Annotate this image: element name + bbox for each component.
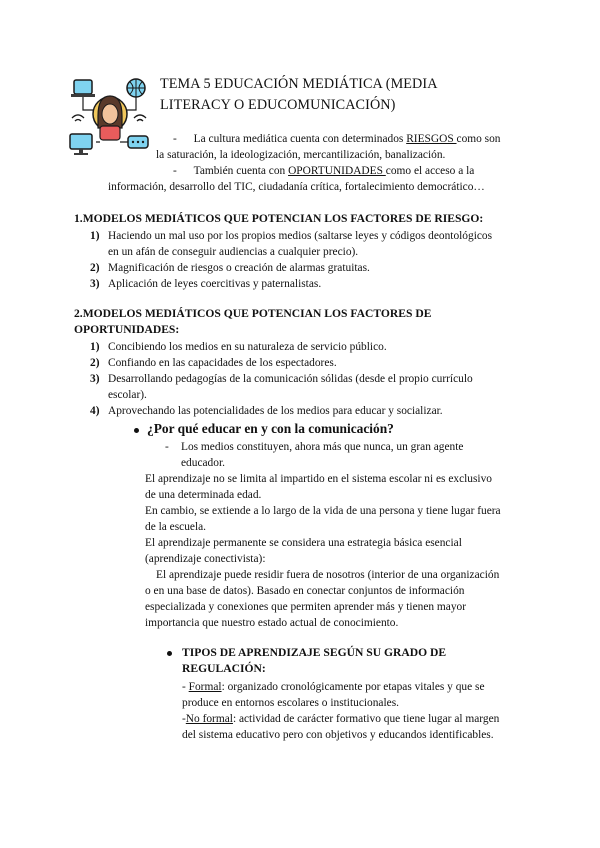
- question-heading: ¿Por qué educar en y con la comunicación?: [147, 421, 394, 436]
- types-formal: [182, 679, 582, 711]
- question-p4-line4: importancia que nuestro estado actual de conocimiento.: [145, 617, 399, 629]
- section1-item-1-number: 1): [90, 230, 100, 242]
- question-p2-line1: En cambio, se extiende a lo largo de la vida de una persona y tiene lugar fuera: [145, 505, 501, 517]
- section1-item-1-text: [108, 228, 588, 260]
- question-bullet: [134, 428, 139, 433]
- section1-item-2-number: 2): [90, 262, 100, 274]
- section2-item-3-number: 3): [90, 373, 100, 385]
- types-bullet: [167, 651, 172, 656]
- types-heading-line2: REGULACIÓN:: [182, 662, 266, 675]
- formal-line2: produce en entornos escolares o institucionales.: [182, 697, 399, 709]
- types-heading: [182, 645, 562, 677]
- question-paragraph-1: [145, 471, 585, 631]
- media-literacy-illustration-icon: [68, 72, 152, 158]
- question-sub-text: [181, 439, 561, 471]
- formal-label: Formal: [188, 681, 222, 693]
- intro-text-1c: la saturación, la ideologización, mercantilización, banalización.: [156, 149, 446, 161]
- section2-item-4-text: Aprovechando las potencialidades de los medios para educar y socializar.: [108, 405, 443, 417]
- section2-heading-line1: 2.MODELOS MEDIÁTICOS QUE POTENCIAN LOS FACTORES DE: [74, 307, 432, 320]
- section2-item-3-line1: Desarrollando pedagogías de la comunicación sólidas (desde el propio currículo: [108, 373, 473, 385]
- section1-item-1-line1: Haciendo un mal uso por los propios medios (saltarse leyes y códigos deontológicos: [108, 230, 493, 242]
- formal-dash: -: [182, 681, 189, 693]
- section2-item-4-number: 4): [90, 405, 100, 417]
- noformal-line1: : actividad de carácter formativo que tiene lugar al margen: [232, 713, 500, 725]
- intro-item-1: [156, 131, 576, 163]
- intro-text-2c: información, desarrollo del TIC, ciudadanía crítica, fortalecimiento democrático…: [108, 181, 485, 193]
- section2-item-2-number: 2): [90, 357, 100, 369]
- section1-item-3-text: Aplicación de leyes coercitivas y paternalistas.: [108, 278, 322, 290]
- intro-dash-1: -: [173, 133, 177, 145]
- section2-item-2-text: Confiando en las capacidades de los espectadores.: [108, 357, 337, 369]
- intro-text-1a: La cultura mediática cuenta con determinados: [193, 133, 407, 145]
- types-heading-line1: TIPOS DE APRENDIZAJE SEGÚN SU GRADO DE: [182, 646, 447, 659]
- question-p1-line2: de una determinada edad.: [145, 489, 262, 501]
- question-sub-dash: -: [165, 441, 169, 453]
- section1-item-1-line2: en un afán de conseguir audiencias a cualquier precio).: [108, 246, 359, 258]
- intro-text-2b: como el acceso a la: [385, 165, 475, 177]
- noformal-line2: del sistema educativo pero con objetivos y educandos identificables.: [182, 729, 494, 741]
- noformal-dash: -: [182, 713, 186, 725]
- formal-line1: : organizado cronológicamente por etapas vitales y que se: [221, 681, 485, 693]
- intro-text-2a: También cuenta con: [193, 165, 289, 177]
- question-p4-line3: especializada y conexiones que permiten aprender más y tienen mayor: [145, 601, 467, 613]
- types-noformal: [182, 711, 592, 743]
- section2-item-3-line2: escolar).: [108, 389, 147, 401]
- question-sub-line2: educador.: [181, 457, 225, 469]
- question-sub-line1: Los medios constituyen, ahora más que nunca, un gran agente: [181, 441, 464, 453]
- section2-item-1-number: 1): [90, 341, 100, 353]
- section2-item-3-text: [108, 371, 588, 403]
- section1-item-2-text: Magnificación de riesgos o creación de alarmas gratuitas.: [108, 262, 370, 274]
- page-title: [160, 74, 560, 116]
- intro-dash-2: -: [173, 165, 177, 177]
- section2-heading: [74, 306, 594, 338]
- intro-item-2: [108, 163, 578, 195]
- question-p4-line2: o en una base de datos). Basado en conectar conjuntos de información: [145, 585, 465, 597]
- title-line-2: LITERACY O EDUCOMUNICACIÓN): [160, 97, 396, 113]
- question-p4-line1: El aprendizaje puede residir fuera de nosotros (interior de una organización: [156, 569, 500, 581]
- riesgos-link: RIESGOS: [406, 133, 457, 145]
- title-line-1: TEMA 5 EDUCACIÓN MEDIÁTICA (MEDIA: [160, 76, 438, 92]
- question-p3-line2: (aprendizaje conectivista):: [145, 553, 266, 565]
- section2-heading-line2: OPORTUNIDADES:: [74, 323, 180, 336]
- section2-item-1-text: Concibiendo los medios en su naturaleza de servicio público.: [108, 341, 387, 353]
- oportunidades-link: OPORTUNIDADES: [288, 165, 386, 177]
- section1-item-3-number: 3): [90, 278, 100, 290]
- question-p2-line2: de la escuela.: [145, 521, 207, 533]
- noformal-label: No formal: [185, 713, 233, 725]
- section1-heading: 1.MODELOS MEDIÁTICOS QUE POTENCIAN LOS FACTORES DE RIESGO:: [74, 212, 484, 225]
- intro-text-1b: como son: [456, 133, 501, 145]
- question-p1-line1: El aprendizaje no se limita al impartido en el sistema escolar ni es exclusivo: [145, 473, 492, 485]
- question-p3-line1: El aprendizaje permanente se considera una estrategia básica esencial: [145, 537, 462, 549]
